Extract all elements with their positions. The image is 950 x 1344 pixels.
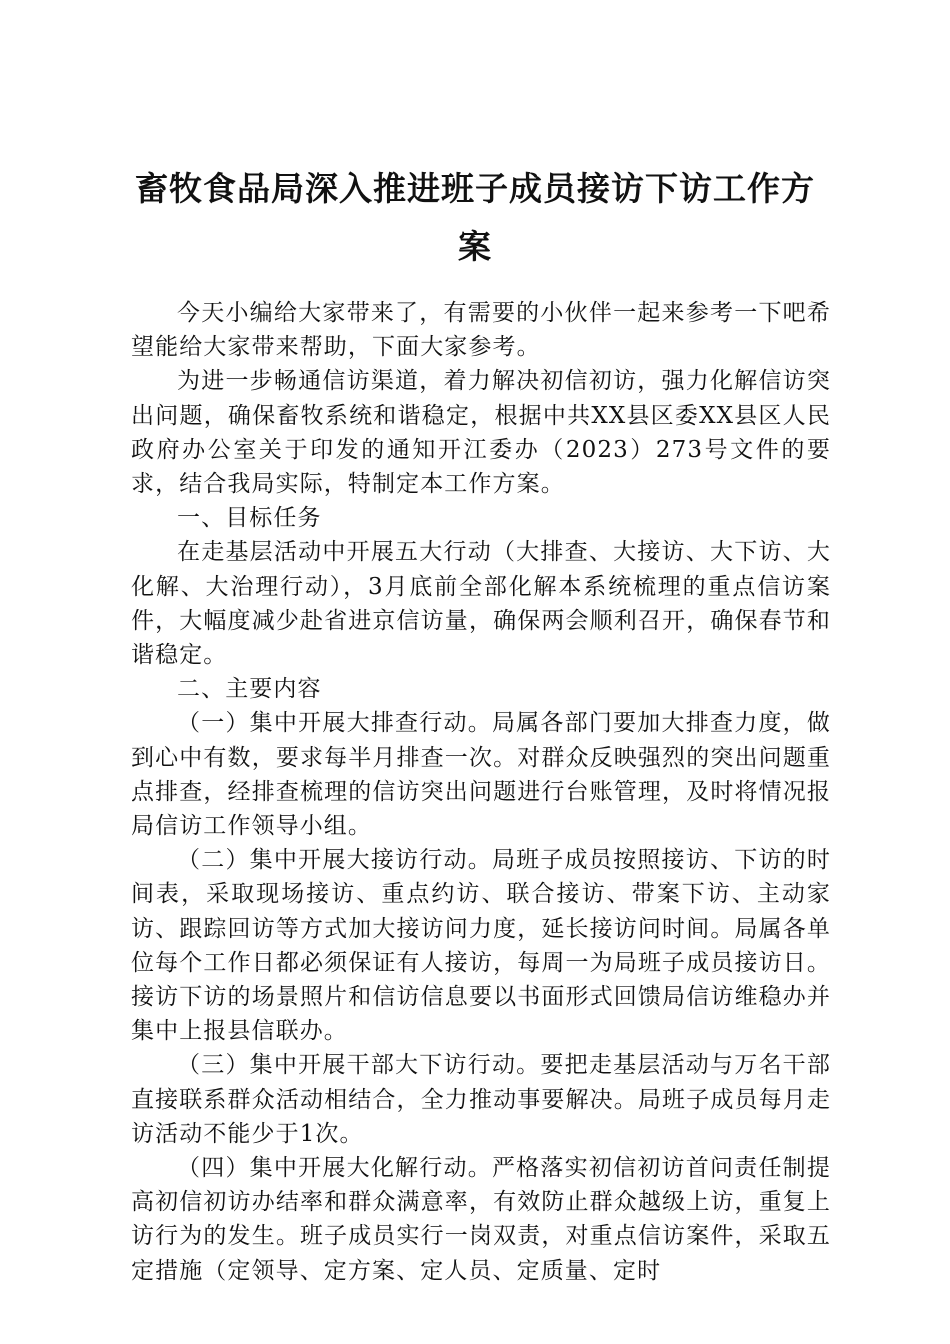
section-heading-goals: 一、目标任务 <box>177 505 322 532</box>
paragraph-item-2: （二）集中开展大接访行动。局班子成员按照接访、下访的时间表，采取现场接访、重点约访、联合接访、带案下访、主动家访、跟踪回访等方式加大接访问力度，延长接访问时间。局属各单位每个工作日都必须保证有人接访，每周一为局班子成员接访日。接访下访的场景照片和信访信息要以书面形式回馈局信访维稳办并集中上报县信联办。 <box>131 847 831 1045</box>
document-body <box>131 296 831 1288</box>
paragraph-item-1: （一）集中开展大排查行动。局属各部门要加大排查力度，做到心中有数，要求每半月排查一次。对群众反映强烈的突出问题重点排查，经排查梳理的信访突出问题进行台账管理，及时将情况报局信访工作领导小组。 <box>131 710 831 840</box>
paragraph-goals: 在走基层活动中开展五大行动（大排查、大接访、大下访、大化解、大治理行动），3月底前全部化解本系统梳理的重点信访案件，大幅度减少赴省进京信访量，确保两会顺利召开，确保春节和谐稳定。 <box>131 539 831 669</box>
paragraph-purpose: 为进一步畅通信访渠道，着力解决初信初访，强力化解信访突出问题，确保畜牧系统和谐稳定，根据中共XX县区委XX县区人民政府办公室关于印发的通知开江委办（2023）273号文件的要求，结合我局实际，特制定本工作方案。 <box>131 368 831 498</box>
paragraph-item-4: （四）集中开展大化解行动。严格落实初信初访首问责任制提高初信初访办结率和群众满意率，有效防止群众越级上访，重复上访行为的发生。班子成员实行一岗双责，对重点信访案件，采取五定措施（定领导、定方案、定人员、定质量、定时 <box>131 1155 831 1284</box>
document-title: 畜牧食品局深入推进班子成员接访下访工作方案 <box>135 169 815 266</box>
paragraph-item-3: （三）集中开展干部大下访行动。要把走基层活动与万名干部直接联系群众活动相结合，全力推动事要解决。局班子成员每月走访活动不能少于1次。 <box>131 1052 831 1147</box>
section-heading-content: 二、主要内容 <box>177 676 322 703</box>
paragraph-intro: 今天小编给大家带来了，有需要的小伙伴一起来参考一下吧希望能给大家带来帮助，下面大家参考。 <box>131 300 831 361</box>
